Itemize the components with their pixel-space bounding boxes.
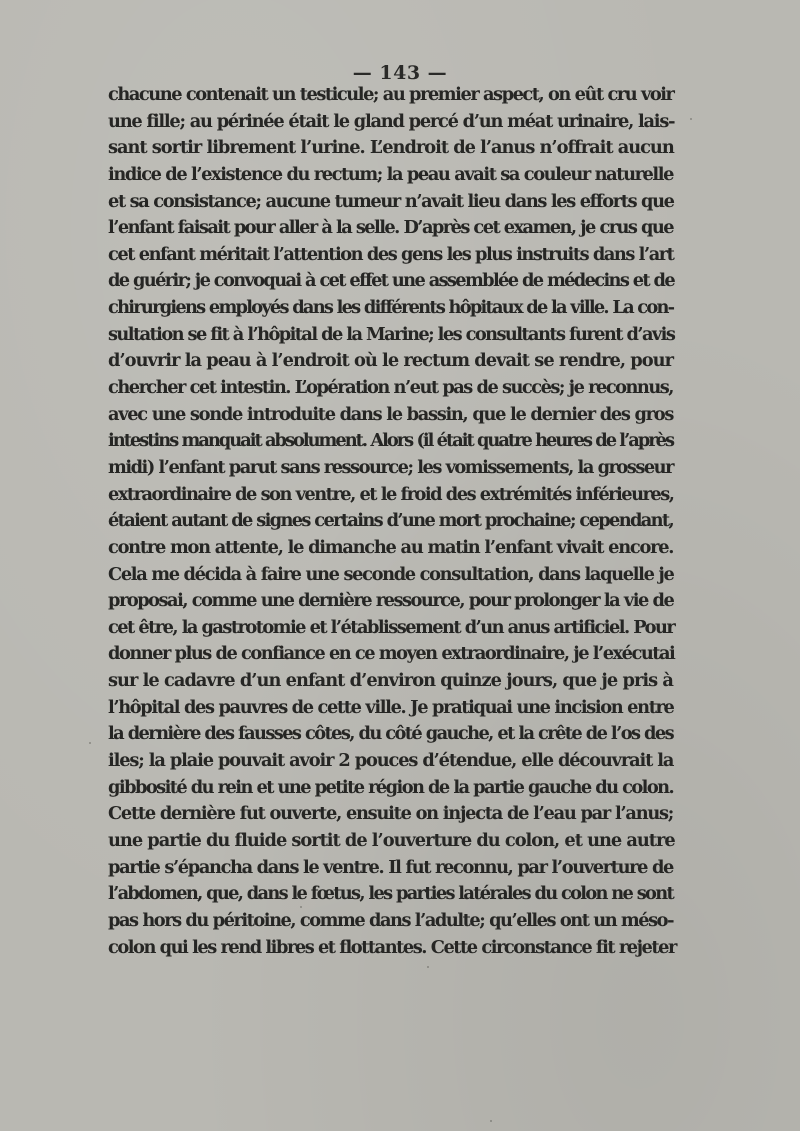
text-line: pas hors du péritoine, comme dans l’adulte; qu’elles ont un méso-	[108, 909, 673, 931]
text-line: une partie du fluide sortit de l’ouverture du colon, et une autre	[108, 829, 675, 851]
text-line: sant sortir librement l’urine. L’endroit de l’anus n’offrait aucun	[108, 137, 674, 159]
text-line: chacune contenait un testicule; au premier aspect, on eût cru voir	[108, 84, 674, 105]
text-line: colon qui les rend libres et flottantes. Cette circonstance fit rejeter	[108, 936, 676, 958]
paper-speck	[690, 118, 692, 120]
text-line: contre mon attente, le dimanche au matin l’enfant vivait encore.	[108, 536, 674, 558]
text-line: indice de l’existence du rectum; la peau avait sa couleur naturelle	[108, 163, 673, 185]
text-line: Cette dernière fut ouverte, ensuite on injecta de l’eau par l’anus;	[108, 803, 674, 825]
paper-speck	[89, 742, 91, 744]
text-line: une fille; au périnée était le gland percé d’un méat urinaire, lais-	[108, 110, 675, 132]
text-line: chercher cet intestin. L’opération n’eut pas de succès; je reconnus,	[108, 377, 673, 399]
text-line: gibbosité du rein et une petite région de la partie gauche du colon.	[108, 776, 674, 798]
text-line: cet enfant méritait l’attention des gens les plus instruits dans l’art	[108, 243, 674, 265]
text-line: midi) l’enfant parut sans ressource; les vomissements, la grosseur	[108, 456, 673, 478]
text-line: sur le cadavre d’un enfant d’environ quinze jours, que je pris à	[108, 670, 673, 692]
text-line: l’abdomen, que, dans le fœtus, les parties latérales du colon ne sont	[108, 883, 673, 905]
paper-speck	[490, 1120, 492, 1122]
text-line: iles; la plaie pouvait avoir 2 pouces d’étendue, elle découvrait la	[108, 750, 674, 772]
text-line: chirurgiens employés dans les différents hôpitaux de la ville. La con-	[108, 297, 674, 319]
paper-speck	[427, 966, 429, 968]
text-line: Cela me décida à faire une seconde consultation, dans laquelle je	[108, 563, 674, 585]
text-line: extraordinaire de son ventre, et le froid des extrémités inférieures,	[108, 483, 674, 505]
text-line: partie s’épancha dans le ventre. Il fut reconnu, par l’ouverture de	[108, 856, 673, 878]
text-line: l’enfant faisait pour aller à la selle. D’après cet examen, je crus que	[108, 217, 673, 239]
text-line: avec une sonde introduite dans le bassin, que le dernier des gros	[108, 403, 674, 425]
text-line: d’ouvrir la peau à l’endroit où le rectum devait se rendre, pour	[108, 350, 673, 372]
text-line: intestins manquait absolument. Alors (il était quatre heures de l’après	[108, 430, 673, 452]
text-line: étaient autant de signes certains d’une mort prochaine; cependant,	[108, 510, 673, 532]
text-line: de guérir; je convoquai à cet effet une assemblée de médecins et de	[108, 270, 675, 292]
text-line: la dernière des fausses côtes, du côté gauche, et la crête de l’os des	[108, 723, 674, 745]
text-line: l’hôpital des pauvres de cette ville. Je pratiquai une incision entre	[108, 696, 674, 718]
page-number: — 143 —	[352, 62, 448, 84]
text-line: proposai, comme une dernière ressource, pour prolonger la vie de	[108, 590, 674, 612]
text-line: donner plus de confiance en ce moyen extraordinaire, je l’exécutai	[108, 643, 675, 665]
text-line: sultation se fit à l’hôpital de la Marine; les consultants furent d’avis	[108, 323, 675, 345]
body-text	[108, 82, 676, 961]
paper-speck	[300, 906, 302, 908]
text-line: et sa consistance; aucune tumeur n’avait lieu dans les efforts que	[108, 190, 674, 212]
text-line: cet être, la gastrotomie et l’établissement d’un anus artificiel. Pour	[108, 616, 675, 638]
